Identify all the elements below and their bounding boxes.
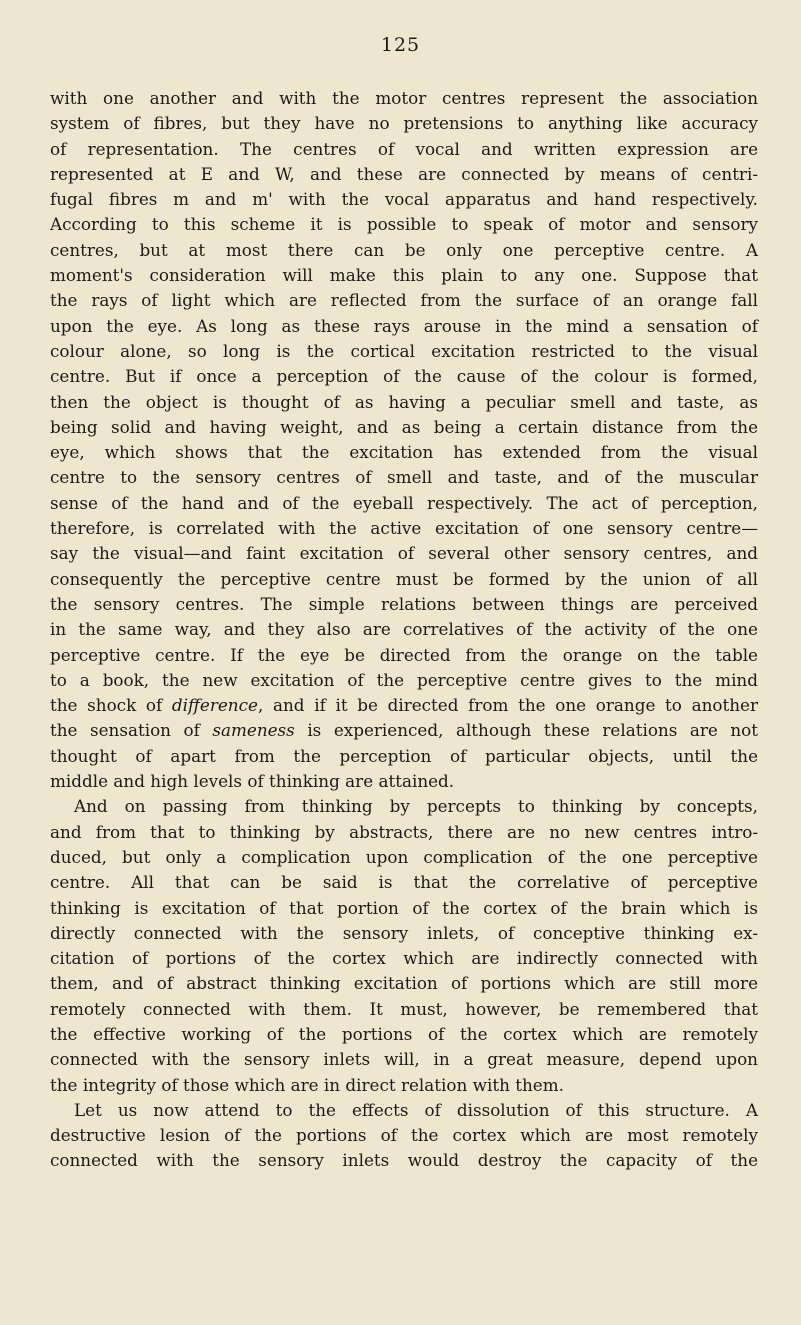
text-line: connected with the sensory inlets would destroy the capacity of the — [50, 1150, 758, 1171]
page-number: 125 — [380, 34, 421, 56]
text-line: remotely connected with them. It must, however, be remembered that — [50, 998, 758, 1019]
text-line: middle and high levels of thinking are attained. — [50, 771, 455, 792]
text-line: fugal fibres m and m' with the vocal apparatus and hand respectively. — [50, 189, 758, 210]
text-line: According to this scheme it is possible to speak of motor and sensory — [50, 214, 758, 235]
text-line: centres, but at most there can be only one perceptive centre. A — [50, 239, 758, 260]
text-line: colour alone, so long is the cortical excitation restricted to the visual — [50, 340, 758, 361]
text-line: and from that to thinking by abstracts, there are no new centres intro- — [50, 821, 758, 842]
text-line: centre to the sensory centres of smell and taste, and of the muscular — [50, 467, 758, 488]
text-line: citation of portions of the cortex which are indirectly connected with — [50, 948, 758, 969]
text-line: directly connected with the sensory inlets, of conceptive thinking ex- — [50, 922, 758, 943]
text-line: centre. But if once a perception of the cause of the colour is formed, — [50, 366, 758, 387]
text-line: perceptive centre. If the eye be directed from the orange on the table — [50, 644, 758, 665]
text-line: being solid and having weight, and as being a certain distance from the — [50, 416, 758, 437]
emphasis: difference — [171, 695, 258, 716]
text-line: Let us now attend to the effects of dissolution of this structure. A — [74, 1099, 758, 1120]
text-line: of representation. The centres of vocal and written expression are — [50, 138, 758, 159]
text-line: sense of the hand and of the eyeball respectively. The act of perception, — [50, 492, 758, 513]
text-line: duced, but only a complication upon complication of the one perceptive — [50, 846, 758, 867]
text-line: the sensation of sameness is experienced, although these relations are not — [50, 720, 759, 741]
text-line: therefore, is correlated with the active excitation of one sensory centre— — [50, 518, 758, 539]
text-line: the effective working of the portions of the cortex which are remotely — [50, 1023, 758, 1044]
paragraph — [50, 86, 758, 794]
text-line: upon the eye. As long as these rays arouse in the mind a sensation of — [50, 315, 758, 336]
body-text — [50, 86, 758, 1174]
text-line: say the visual—and faint excitation of several other sensory centres, and — [50, 543, 758, 564]
text-line: with one another and with the motor centres represent the association — [50, 88, 758, 108]
emphasis: sameness — [212, 720, 295, 741]
text-line: connected with the sensory inlets will, in a great measure, depend upon — [50, 1049, 758, 1070]
paragraph — [50, 794, 758, 1098]
text-line: moment's consideration will make this plain to any one. Suppose that — [50, 265, 758, 286]
text-line: them, and of abstract thinking excitation of portions which are still more — [50, 973, 758, 994]
text-line: eye, which shows that the excitation has extended from the visual — [50, 442, 758, 463]
text-line: system of fibres, but they have no pretensions to anything like accuracy — [50, 113, 758, 134]
text-line: thought of apart from the perception of particular objects, until the — [50, 745, 758, 766]
text-line: the integrity of those which are in direct relation with them. — [50, 1074, 564, 1095]
text-line: the shock of difference, and if it be directed from the one orange to another — [50, 695, 758, 716]
text-line: in the same way, and they also are correlatives of the activity of the one — [50, 619, 758, 640]
text-line: to a book, the new excitation of the perceptive centre gives to the mind — [50, 669, 758, 690]
paragraph — [50, 1098, 758, 1174]
text-line: represented at E and W, and these are connected by means of centri- — [50, 163, 758, 184]
text-line: consequently the perceptive centre must be formed by the union of all — [50, 568, 758, 589]
text-line: destructive lesion of the portions of the cortex which are most remotely — [50, 1125, 758, 1146]
text-line: the rays of light which are reflected from the surface of an orange fall — [50, 290, 758, 311]
text-line: centre. All that can be said is that the correlative of perceptive — [50, 872, 758, 893]
text-line: thinking is excitation of that portion of the cortex of the brain which is — [50, 897, 758, 918]
text-line: then the object is thought of as having a peculiar smell and taste, as — [50, 391, 758, 412]
text-line: And on passing from thinking by percepts to thinking by concepts, — [74, 796, 758, 817]
text-line: the sensory centres. The simple relations between things are perceived — [50, 593, 758, 614]
